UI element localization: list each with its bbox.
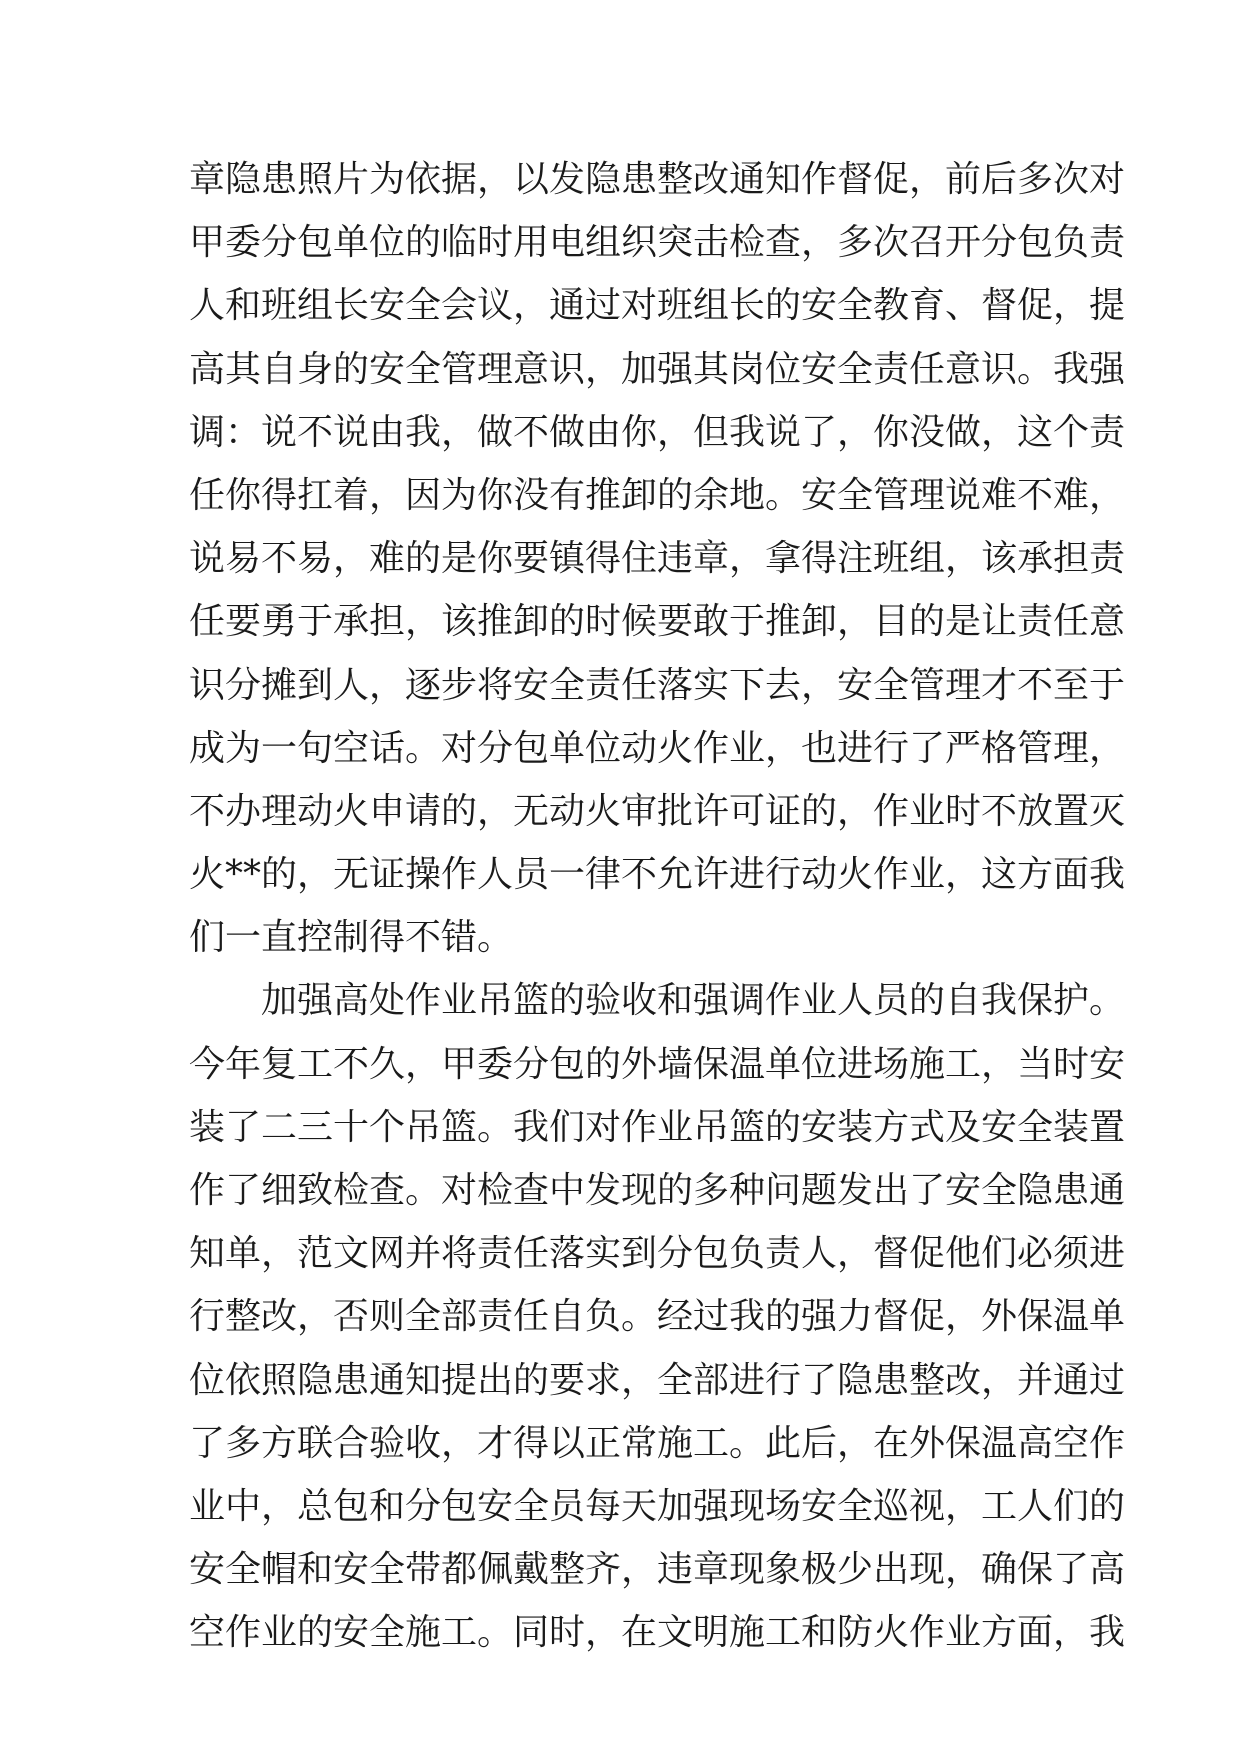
text-line: 高其自身的安全管理意识，加强其岗位安全责任意识。我强 bbox=[189, 348, 1126, 390]
text-line: 不办理动火申请的，无动火审批许可证的，作业时不放置灭 bbox=[189, 790, 1126, 832]
text-line: 调：说不说由我，做不做由你，但我说了，你没做，这个责 bbox=[189, 411, 1126, 453]
text-line: 装了二三十个吊篮。我们对作业吊篮的安装方式及安全装置 bbox=[189, 1106, 1126, 1148]
text-line: 今年复工不久，甲委分包的外墙保温单位进场施工，当时安 bbox=[189, 1043, 1126, 1085]
text-line: 位依照隐患通知提出的要求，全部进行了隐患整改，并通过 bbox=[189, 1359, 1126, 1401]
text-line: 作了细致检查。对检查中发现的多种问题发出了安全隐患通 bbox=[189, 1170, 1126, 1211]
text-line: 甲委分包单位的临时用电组织突击检查，多次召开分包负责 bbox=[189, 222, 1126, 264]
body-text bbox=[189, 148, 1126, 1665]
paragraph-2 bbox=[189, 969, 1126, 1664]
text-line: 空作业的安全施工。同时，在文明施工和防火作业方面，我 bbox=[189, 1612, 1126, 1654]
text-line: 了多方联合验收，才得以正常施工。此后，在外保温高空作 bbox=[189, 1422, 1126, 1464]
text-line: 章隐患照片为依据，以发隐患整改通知作督促，前后多次对 bbox=[189, 159, 1126, 200]
text-line: 火**的，无证操作人员一律不允许进行动火作业，这方面我 bbox=[189, 854, 1126, 896]
text-line: 安全帽和安全带都佩戴整齐，违章现象极少出现，确保了高 bbox=[189, 1549, 1126, 1591]
text-line: 任你得扛着，因为你没有推卸的余地。安全管理说难不难， bbox=[189, 474, 1126, 516]
text-line: 业中，总包和分包安全员每天加强现场安全巡视，工人们的 bbox=[189, 1485, 1126, 1527]
text-line: 成为一句空话。对分包单位动火作业，也进行了严格管理， bbox=[189, 727, 1126, 769]
text-line: 行整改，否则全部责任自负。经过我的强力督促，外保温单 bbox=[189, 1296, 1126, 1338]
text-line: 识分摊到人，逐步将安全责任落实下去，安全管理才不至于 bbox=[189, 664, 1126, 706]
text-line: 人和班组长安全会议，通过对班组长的安全教育、督促，提 bbox=[189, 285, 1126, 327]
paragraph-1 bbox=[189, 148, 1126, 969]
text-line: 加强高处作业吊篮的验收和强调作业人员的自我保护。 bbox=[261, 980, 1126, 1022]
text-line: 知单，范文网并将责任落实到分包负责人，督促他们必须进 bbox=[189, 1233, 1126, 1275]
text-line: 们一直控制得不错。 bbox=[189, 917, 514, 959]
text-line: 任要勇于承担，该推卸的时候要敢于推卸，目的是让责任意 bbox=[189, 601, 1126, 643]
text-line: 说易不易，难的是你要镇得住违章，拿得注班组，该承担责 bbox=[189, 538, 1126, 580]
